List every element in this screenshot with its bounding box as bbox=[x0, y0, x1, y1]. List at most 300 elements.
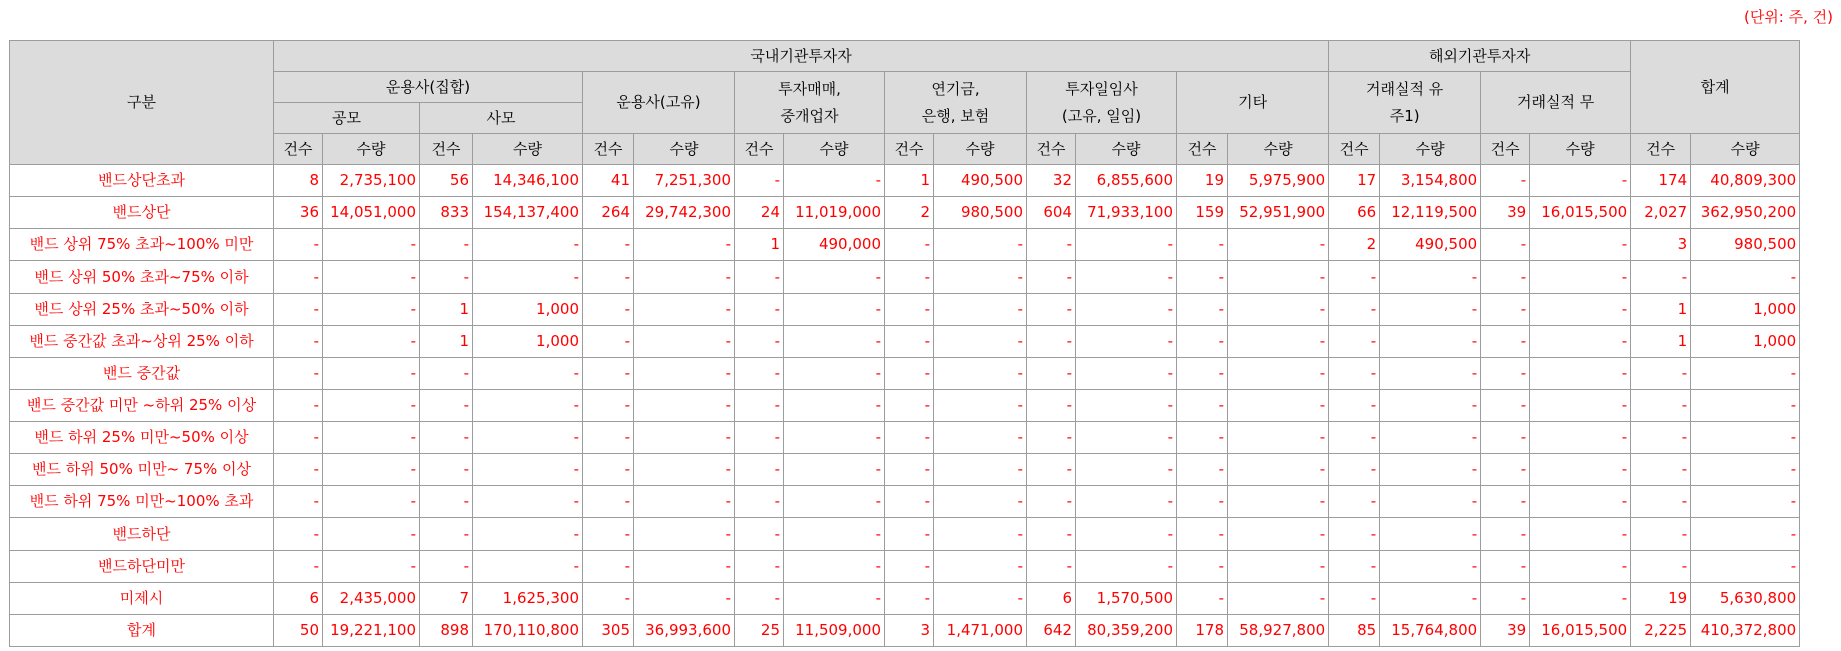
without-trade-record-count-cell: 39 bbox=[1481, 197, 1530, 229]
pension-bank-insurance-quantity-cell: - bbox=[934, 261, 1027, 293]
private-count-cell: - bbox=[420, 229, 473, 261]
header-line: 거래실적 유 bbox=[1366, 79, 1444, 98]
without-trade-record-quantity-cell: - bbox=[1530, 389, 1631, 421]
private-quantity-cell: - bbox=[473, 454, 583, 486]
proprietary-quantity-cell: - bbox=[634, 357, 735, 389]
proprietary-quantity-cell: - bbox=[634, 261, 735, 293]
pension-bank-insurance-count-cell: - bbox=[885, 486, 934, 518]
table-row bbox=[10, 454, 1800, 486]
proprietary-count-cell: - bbox=[583, 325, 634, 357]
other-count-cell: - bbox=[1177, 261, 1228, 293]
pension-bank-insurance-count-cell: - bbox=[885, 293, 934, 325]
broker-dealer-count-cell: - bbox=[735, 582, 784, 614]
broker-dealer-quantity-cell: - bbox=[784, 550, 885, 582]
public-count-cell: - bbox=[274, 389, 323, 421]
total-count-cell: 2,027 bbox=[1631, 197, 1691, 229]
without-trade-record-quantity-cell: - bbox=[1530, 454, 1631, 486]
public-count-cell: - bbox=[274, 486, 323, 518]
private-count-cell: - bbox=[420, 357, 473, 389]
total-count-cell: - bbox=[1631, 357, 1691, 389]
with-trade-record-header bbox=[1329, 72, 1481, 134]
broker-dealer-quantity-cell: - bbox=[784, 165, 885, 197]
broker-dealer-count-cell: - bbox=[735, 261, 784, 293]
demand-forecast-table bbox=[9, 40, 1800, 647]
total-count-cell: - bbox=[1631, 422, 1691, 454]
proprietary-count-cell: 41 bbox=[583, 165, 634, 197]
proprietary-count-cell: 305 bbox=[583, 614, 634, 646]
header-line: 연기금, bbox=[931, 79, 980, 98]
without-trade-record-header: 거래실적 무 bbox=[1481, 72, 1631, 134]
other-quantity-cell: - bbox=[1228, 357, 1329, 389]
with-trade-record-count-cell: 85 bbox=[1329, 614, 1380, 646]
with-trade-record-count-cell: - bbox=[1329, 389, 1380, 421]
with-trade-record-quantity-cell: - bbox=[1380, 422, 1481, 454]
with-trade-record-quantity-cell: - bbox=[1380, 518, 1481, 550]
broker-dealer-quantity-cell: - bbox=[784, 422, 885, 454]
with-trade-record-quantity-cell: 490,500 bbox=[1380, 229, 1481, 261]
proprietary-quantity-cell: - bbox=[634, 389, 735, 421]
private-count-cell: 56 bbox=[420, 165, 473, 197]
total-quantity-cell: - bbox=[1691, 454, 1800, 486]
other-quantity-cell: - bbox=[1228, 229, 1329, 261]
with-trade-record-quantity-cell: - bbox=[1380, 454, 1481, 486]
private-quantity-cell: 1,000 bbox=[473, 325, 583, 357]
other-count-cell: 159 bbox=[1177, 197, 1228, 229]
discretionary-quantity-cell: - bbox=[1076, 550, 1177, 582]
proprietary-count-cell: - bbox=[583, 454, 634, 486]
discretionary-quantity-cell: - bbox=[1076, 229, 1177, 261]
total-quantity-cell: - bbox=[1691, 261, 1800, 293]
private-quantity-cell: 1,625,300 bbox=[473, 582, 583, 614]
table-row bbox=[10, 582, 1800, 614]
broker-dealer-count-cell: - bbox=[735, 325, 784, 357]
header-line: 투자일임사 bbox=[1065, 79, 1138, 98]
pension-bank-insurance-quantity-cell: - bbox=[934, 550, 1027, 582]
broker-dealer-quantity-cell: - bbox=[784, 325, 885, 357]
other-count-cell: - bbox=[1177, 518, 1228, 550]
public-quantity-cell: - bbox=[323, 518, 420, 550]
header-line: (고유, 일임) bbox=[1061, 106, 1142, 125]
total-count-cell: 2,225 bbox=[1631, 614, 1691, 646]
table-row bbox=[10, 197, 1800, 229]
with-trade-record-quantity-cell: - bbox=[1380, 293, 1481, 325]
quantity-header: 수량 bbox=[1530, 134, 1631, 165]
private-quantity-cell: - bbox=[473, 518, 583, 550]
quantity-header: 수량 bbox=[1228, 134, 1329, 165]
total-quantity-cell: - bbox=[1691, 486, 1800, 518]
private-quantity-cell: - bbox=[473, 550, 583, 582]
pension-bank-insurance-quantity-cell: - bbox=[934, 518, 1027, 550]
private-count-cell: 1 bbox=[420, 325, 473, 357]
without-trade-record-quantity-cell: - bbox=[1530, 325, 1631, 357]
with-trade-record-quantity-cell: - bbox=[1380, 261, 1481, 293]
proprietary-count-cell: - bbox=[583, 357, 634, 389]
discretionary-quantity-cell: 1,570,500 bbox=[1076, 582, 1177, 614]
row-label: 밴드 하위 75% 미만~100% 초과 bbox=[10, 486, 274, 518]
public-count-cell: 8 bbox=[274, 165, 323, 197]
public-quantity-cell: - bbox=[323, 325, 420, 357]
pension-bank-insurance-quantity-cell: - bbox=[934, 357, 1027, 389]
pension-bank-insurance-quantity-cell: - bbox=[934, 325, 1027, 357]
private-count-cell: - bbox=[420, 261, 473, 293]
count-header: 건수 bbox=[1027, 134, 1076, 165]
without-trade-record-count-cell: - bbox=[1481, 486, 1530, 518]
broker-dealer-count-cell: - bbox=[735, 550, 784, 582]
header-line: 투자매매, bbox=[778, 79, 841, 98]
table-row bbox=[10, 614, 1800, 646]
total-quantity-cell: 1,000 bbox=[1691, 293, 1800, 325]
pension-bank-insurance-count-cell: - bbox=[885, 582, 934, 614]
broker-dealer-quantity-cell: - bbox=[784, 518, 885, 550]
with-trade-record-quantity-cell: - bbox=[1380, 389, 1481, 421]
total-count-cell: - bbox=[1631, 389, 1691, 421]
with-trade-record-quantity-cell: 3,154,800 bbox=[1380, 165, 1481, 197]
pension-bank-insurance-count-cell: 3 bbox=[885, 614, 934, 646]
private-quantity-cell: - bbox=[473, 229, 583, 261]
private-count-cell: - bbox=[420, 550, 473, 582]
with-trade-record-count-cell: 66 bbox=[1329, 197, 1380, 229]
discretionary-count-cell: 642 bbox=[1027, 614, 1076, 646]
other-count-cell: 19 bbox=[1177, 165, 1228, 197]
proprietary-quantity-cell: 7,251,300 bbox=[634, 165, 735, 197]
discretionary-header bbox=[1027, 72, 1177, 134]
private-quantity-cell: 1,000 bbox=[473, 293, 583, 325]
header-row bbox=[10, 134, 1800, 165]
private-quantity-cell: 154,137,400 bbox=[473, 197, 583, 229]
private-quantity-cell: - bbox=[473, 422, 583, 454]
discretionary-quantity-cell: 71,933,100 bbox=[1076, 197, 1177, 229]
public-count-cell: - bbox=[274, 454, 323, 486]
row-label: 밴드 상위 75% 초과~100% 미만 bbox=[10, 229, 274, 261]
public-count-cell: - bbox=[274, 261, 323, 293]
public-count-cell: - bbox=[274, 518, 323, 550]
proprietary-manager-header: 운용사(고유) bbox=[583, 72, 735, 134]
discretionary-quantity-cell: - bbox=[1076, 357, 1177, 389]
pension-bank-insurance-quantity-cell: 1,471,000 bbox=[934, 614, 1027, 646]
quantity-header: 수량 bbox=[1076, 134, 1177, 165]
discretionary-count-cell: - bbox=[1027, 325, 1076, 357]
discretionary-count-cell: 6 bbox=[1027, 582, 1076, 614]
total-quantity-cell: 980,500 bbox=[1691, 229, 1800, 261]
proprietary-quantity-cell: - bbox=[634, 550, 735, 582]
total-count-cell: 19 bbox=[1631, 582, 1691, 614]
public-quantity-cell: - bbox=[323, 550, 420, 582]
pension-bank-insurance-count-cell: - bbox=[885, 261, 934, 293]
with-trade-record-quantity-cell: - bbox=[1380, 550, 1481, 582]
table-row bbox=[10, 229, 1800, 261]
other-count-cell: - bbox=[1177, 486, 1228, 518]
public-count-cell: 50 bbox=[274, 614, 323, 646]
proprietary-count-cell: - bbox=[583, 261, 634, 293]
broker-dealer-count-cell: 1 bbox=[735, 229, 784, 261]
total-count-cell: 174 bbox=[1631, 165, 1691, 197]
public-quantity-cell: - bbox=[323, 261, 420, 293]
private-count-cell: - bbox=[420, 518, 473, 550]
discretionary-quantity-cell: - bbox=[1076, 389, 1177, 421]
without-trade-record-count-cell: 39 bbox=[1481, 614, 1530, 646]
row-label: 밴드 하위 25% 미만~50% 이상 bbox=[10, 422, 274, 454]
header-line: 중개업자 bbox=[780, 106, 839, 125]
pension-bank-insurance-quantity-cell: - bbox=[934, 422, 1027, 454]
table-row bbox=[10, 357, 1800, 389]
with-trade-record-count-cell: - bbox=[1329, 454, 1380, 486]
discretionary-count-cell: - bbox=[1027, 518, 1076, 550]
proprietary-count-cell: - bbox=[583, 422, 634, 454]
with-trade-record-quantity-cell: - bbox=[1380, 357, 1481, 389]
pension-bank-insurance-header bbox=[885, 72, 1027, 134]
row-label: 밴드하단미만 bbox=[10, 550, 274, 582]
table-row bbox=[10, 422, 1800, 454]
without-trade-record-count-cell: - bbox=[1481, 389, 1530, 421]
private-count-cell: - bbox=[420, 389, 473, 421]
table-row bbox=[10, 325, 1800, 357]
proprietary-count-cell: - bbox=[583, 518, 634, 550]
private-count-cell: 833 bbox=[420, 197, 473, 229]
proprietary-quantity-cell: - bbox=[634, 454, 735, 486]
without-trade-record-quantity-cell: - bbox=[1530, 229, 1631, 261]
other-count-cell: 178 bbox=[1177, 614, 1228, 646]
row-label: 밴드상단 bbox=[10, 197, 274, 229]
broker-dealer-count-cell: - bbox=[735, 422, 784, 454]
with-trade-record-quantity-cell: 12,119,500 bbox=[1380, 197, 1481, 229]
quantity-header: 수량 bbox=[784, 134, 885, 165]
private-count-cell: 1 bbox=[420, 293, 473, 325]
row-label: 밴드상단초과 bbox=[10, 165, 274, 197]
other-count-cell: - bbox=[1177, 422, 1228, 454]
pension-bank-insurance-count-cell: - bbox=[885, 357, 934, 389]
private-quantity-cell: 170,110,800 bbox=[473, 614, 583, 646]
private-quantity-cell: - bbox=[473, 486, 583, 518]
proprietary-quantity-cell: - bbox=[634, 293, 735, 325]
count-header: 건수 bbox=[1631, 134, 1691, 165]
proprietary-quantity-cell: - bbox=[634, 229, 735, 261]
proprietary-quantity-cell: 36,993,600 bbox=[634, 614, 735, 646]
broker-dealer-header bbox=[735, 72, 885, 134]
without-trade-record-quantity-cell: - bbox=[1530, 518, 1631, 550]
with-trade-record-quantity-cell: - bbox=[1380, 582, 1481, 614]
public-offering-header: 공모 bbox=[274, 103, 420, 134]
with-trade-record-count-cell: - bbox=[1329, 261, 1380, 293]
without-trade-record-quantity-cell: - bbox=[1530, 261, 1631, 293]
total-count-cell: - bbox=[1631, 454, 1691, 486]
public-quantity-cell: - bbox=[323, 229, 420, 261]
domestic-investors-header: 국내기관투자자 bbox=[274, 41, 1329, 72]
row-label: 밴드 중간값 미만 ~하위 25% 이상 bbox=[10, 389, 274, 421]
discretionary-count-cell: - bbox=[1027, 550, 1076, 582]
quantity-header: 수량 bbox=[1691, 134, 1800, 165]
count-header: 건수 bbox=[1329, 134, 1380, 165]
other-count-cell: - bbox=[1177, 389, 1228, 421]
with-trade-record-count-cell: - bbox=[1329, 518, 1380, 550]
header-line: 주1) bbox=[1389, 106, 1420, 125]
discretionary-quantity-cell: - bbox=[1076, 422, 1177, 454]
without-trade-record-count-cell: - bbox=[1481, 454, 1530, 486]
without-trade-record-quantity-cell: - bbox=[1530, 357, 1631, 389]
with-trade-record-quantity-cell: - bbox=[1380, 325, 1481, 357]
other-quantity-cell: - bbox=[1228, 486, 1329, 518]
without-trade-record-count-cell: - bbox=[1481, 261, 1530, 293]
without-trade-record-count-cell: - bbox=[1481, 582, 1530, 614]
public-count-cell: - bbox=[274, 422, 323, 454]
broker-dealer-quantity-cell: - bbox=[784, 486, 885, 518]
with-trade-record-count-cell: - bbox=[1329, 582, 1380, 614]
count-header: 건수 bbox=[1481, 134, 1530, 165]
total-quantity-cell: - bbox=[1691, 389, 1800, 421]
header-row bbox=[10, 41, 1800, 72]
broker-dealer-count-cell: - bbox=[735, 389, 784, 421]
other-quantity-cell: 5,975,900 bbox=[1228, 165, 1329, 197]
count-header: 건수 bbox=[735, 134, 784, 165]
without-trade-record-count-cell: - bbox=[1481, 229, 1530, 261]
public-quantity-cell: - bbox=[323, 293, 420, 325]
row-label: 미제시 bbox=[10, 582, 274, 614]
discretionary-quantity-cell: - bbox=[1076, 454, 1177, 486]
public-quantity-cell: 14,051,000 bbox=[323, 197, 420, 229]
without-trade-record-count-cell: - bbox=[1481, 293, 1530, 325]
with-trade-record-quantity-cell: 15,764,800 bbox=[1380, 614, 1481, 646]
proprietary-count-cell: 264 bbox=[583, 197, 634, 229]
row-label: 밴드하단 bbox=[10, 518, 274, 550]
public-count-cell: - bbox=[274, 293, 323, 325]
without-trade-record-quantity-cell: - bbox=[1530, 582, 1631, 614]
discretionary-quantity-cell: 80,359,200 bbox=[1076, 614, 1177, 646]
other-count-cell: - bbox=[1177, 357, 1228, 389]
without-trade-record-quantity-cell: 16,015,500 bbox=[1530, 614, 1631, 646]
broker-dealer-count-cell: 24 bbox=[735, 197, 784, 229]
other-quantity-cell: 58,927,800 bbox=[1228, 614, 1329, 646]
count-header: 건수 bbox=[274, 134, 323, 165]
broker-dealer-count-cell: - bbox=[735, 486, 784, 518]
row-label: 밴드 중간값 bbox=[10, 357, 274, 389]
public-quantity-cell: 19,221,100 bbox=[323, 614, 420, 646]
pension-bank-insurance-quantity-cell: 980,500 bbox=[934, 197, 1027, 229]
count-header: 건수 bbox=[583, 134, 634, 165]
quantity-header: 수량 bbox=[323, 134, 420, 165]
broker-dealer-quantity-cell: 490,000 bbox=[784, 229, 885, 261]
proprietary-count-cell: - bbox=[583, 229, 634, 261]
public-count-cell: 6 bbox=[274, 582, 323, 614]
public-quantity-cell: 2,435,000 bbox=[323, 582, 420, 614]
total-header: 합계 bbox=[1631, 41, 1800, 134]
other-count-cell: - bbox=[1177, 582, 1228, 614]
discretionary-count-cell: - bbox=[1027, 389, 1076, 421]
private-offering-header: 사모 bbox=[420, 103, 583, 134]
with-trade-record-count-cell: - bbox=[1329, 422, 1380, 454]
discretionary-quantity-cell: - bbox=[1076, 518, 1177, 550]
public-count-cell: 36 bbox=[274, 197, 323, 229]
pension-bank-insurance-count-cell: - bbox=[885, 229, 934, 261]
header-line: 은행, 보험 bbox=[921, 106, 990, 125]
pension-bank-insurance-count-cell: - bbox=[885, 389, 934, 421]
discretionary-quantity-cell: - bbox=[1076, 486, 1177, 518]
foreign-investors-header: 해외기관투자자 bbox=[1329, 41, 1631, 72]
private-quantity-cell: - bbox=[473, 357, 583, 389]
with-trade-record-quantity-cell: - bbox=[1380, 486, 1481, 518]
row-label: 밴드 중간값 초과~상위 25% 이하 bbox=[10, 325, 274, 357]
total-count-cell: - bbox=[1631, 550, 1691, 582]
total-count-cell: 3 bbox=[1631, 229, 1691, 261]
count-header: 건수 bbox=[420, 134, 473, 165]
private-quantity-cell: - bbox=[473, 389, 583, 421]
proprietary-quantity-cell: - bbox=[634, 582, 735, 614]
discretionary-count-cell: - bbox=[1027, 229, 1076, 261]
other-quantity-cell: - bbox=[1228, 550, 1329, 582]
proprietary-count-cell: - bbox=[583, 582, 634, 614]
total-count-cell: - bbox=[1631, 261, 1691, 293]
with-trade-record-count-cell: - bbox=[1329, 325, 1380, 357]
header-row bbox=[10, 72, 1800, 103]
without-trade-record-quantity-cell: - bbox=[1530, 165, 1631, 197]
row-label: 밴드 상위 50% 초과~75% 이하 bbox=[10, 261, 274, 293]
without-trade-record-quantity-cell: 16,015,500 bbox=[1530, 197, 1631, 229]
discretionary-quantity-cell: - bbox=[1076, 261, 1177, 293]
broker-dealer-quantity-cell: - bbox=[784, 389, 885, 421]
table-row bbox=[10, 165, 1800, 197]
broker-dealer-quantity-cell: 11,509,000 bbox=[784, 614, 885, 646]
with-trade-record-count-cell: 17 bbox=[1329, 165, 1380, 197]
total-count-cell: 1 bbox=[1631, 293, 1691, 325]
total-quantity-cell: - bbox=[1691, 422, 1800, 454]
discretionary-count-cell: - bbox=[1027, 422, 1076, 454]
quantity-header: 수량 bbox=[473, 134, 583, 165]
with-trade-record-count-cell: - bbox=[1329, 486, 1380, 518]
quantity-header: 수량 bbox=[934, 134, 1027, 165]
proprietary-quantity-cell: - bbox=[634, 486, 735, 518]
broker-dealer-count-cell: - bbox=[735, 357, 784, 389]
broker-dealer-quantity-cell: - bbox=[784, 357, 885, 389]
quantity-header: 수량 bbox=[634, 134, 735, 165]
other-quantity-cell: - bbox=[1228, 389, 1329, 421]
broker-dealer-count-cell: - bbox=[735, 293, 784, 325]
private-quantity-cell: - bbox=[473, 261, 583, 293]
proprietary-count-cell: - bbox=[583, 550, 634, 582]
public-quantity-cell: - bbox=[323, 357, 420, 389]
public-quantity-cell: - bbox=[323, 389, 420, 421]
other-count-cell: - bbox=[1177, 550, 1228, 582]
without-trade-record-count-cell: - bbox=[1481, 518, 1530, 550]
pension-bank-insurance-count-cell: - bbox=[885, 325, 934, 357]
pension-bank-insurance-quantity-cell: - bbox=[934, 582, 1027, 614]
broker-dealer-count-cell: - bbox=[735, 165, 784, 197]
public-quantity-cell: 2,735,100 bbox=[323, 165, 420, 197]
discretionary-count-cell: - bbox=[1027, 454, 1076, 486]
public-quantity-cell: - bbox=[323, 454, 420, 486]
pension-bank-insurance-count-cell: - bbox=[885, 454, 934, 486]
without-trade-record-count-cell: - bbox=[1481, 550, 1530, 582]
pension-bank-insurance-count-cell: - bbox=[885, 422, 934, 454]
pension-bank-insurance-quantity-cell: - bbox=[934, 486, 1027, 518]
pension-bank-insurance-count-cell: - bbox=[885, 550, 934, 582]
other-quantity-cell: - bbox=[1228, 325, 1329, 357]
quantity-header: 수량 bbox=[1380, 134, 1481, 165]
public-quantity-cell: - bbox=[323, 486, 420, 518]
broker-dealer-quantity-cell: - bbox=[784, 582, 885, 614]
discretionary-count-cell: - bbox=[1027, 486, 1076, 518]
without-trade-record-count-cell: - bbox=[1481, 357, 1530, 389]
row-label: 합계 bbox=[10, 614, 274, 646]
table-row bbox=[10, 550, 1800, 582]
pension-bank-insurance-quantity-cell: - bbox=[934, 293, 1027, 325]
other-count-cell: - bbox=[1177, 229, 1228, 261]
pension-bank-insurance-quantity-cell: - bbox=[934, 389, 1027, 421]
category-header: 구분 bbox=[10, 41, 274, 165]
proprietary-count-cell: - bbox=[583, 486, 634, 518]
with-trade-record-count-cell: - bbox=[1329, 293, 1380, 325]
discretionary-quantity-cell: 6,855,600 bbox=[1076, 165, 1177, 197]
public-count-cell: - bbox=[274, 229, 323, 261]
table-header bbox=[10, 41, 1800, 165]
table-row bbox=[10, 518, 1800, 550]
